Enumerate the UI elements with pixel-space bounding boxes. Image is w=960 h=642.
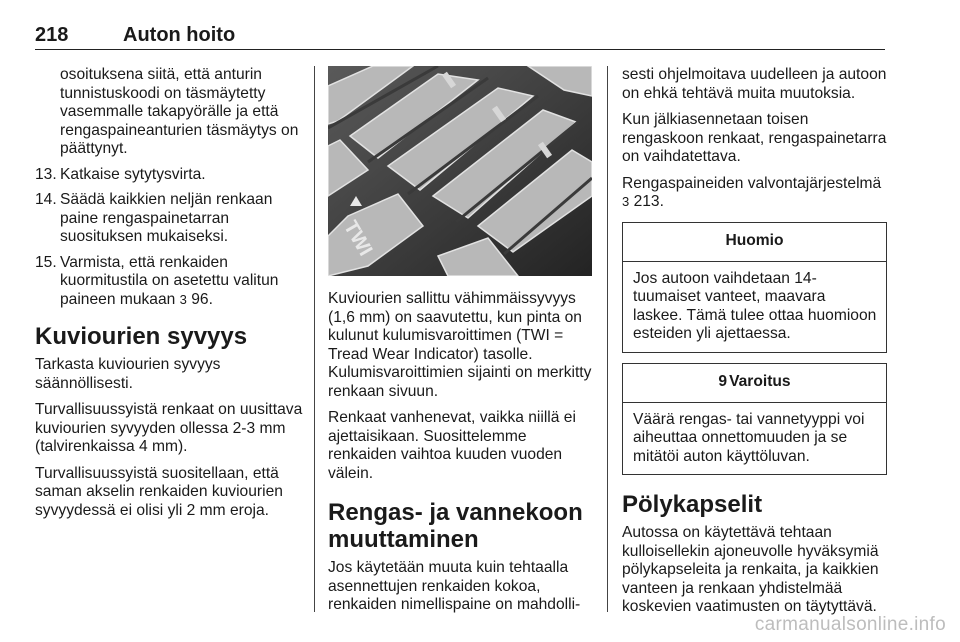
paragraph: sesti ohjelmoitava uudelleen ja autoon on ehkä tehtävä muita muutoksia. (622, 66, 887, 102)
paragraph: Turvallisuussyistä renkaat on uusittava kuviourien syvyyden ollessa 2-3 mm (talvirenkaissa 4 mm). (35, 401, 303, 455)
page-ref-link[interactable]: 213. (633, 193, 664, 210)
continued-step-text: osoituksena siitä, että anturin tunnistuskoodi on täsmäytetty vasemmalle takapyörälle ja että rengaspaineanturien täsmäytys on päättynyt. (60, 66, 299, 157)
twi-label: TWI (339, 217, 377, 260)
step-number: 13. (35, 165, 57, 183)
step-text: Säädä kaikkien neljän renkaan paine rengaspainetarran suosituksen mukaiseksi. (60, 191, 273, 245)
page-header (35, 22, 885, 50)
notice-text: Jos autoon vaihdetaan 14-tuumaiset vanteet, maavara laskee. Tämä tulee ottaa huomioon esteiden yli ajettaessa. (633, 269, 877, 342)
paragraph: Kuviourien sallittu vähimmäissyvyys (1,6 mm) on saavutettu, kun pinta on kulunut kulumisvaroittimen (TWI = Tread Wear Indicator) tasolle. Kulumisvaroittimien sijainti on merkitty renkaan sivuun. (328, 290, 592, 400)
header-rule (35, 49, 885, 50)
warning-icon: 9 (718, 373, 728, 391)
page-number: 218 (35, 24, 69, 46)
paragraph: Rengaspaineiden valvontajärjestelmä 3 213. (622, 174, 882, 210)
watermark: carmanualsonline.info (754, 614, 946, 635)
warning-title: 9 Varoitus (623, 364, 886, 403)
column-divider (607, 66, 608, 612)
step-text: Varmista, että renkaiden kuormitustila on asetettu valitun paineen mukaan 3 96. (60, 253, 279, 308)
step-text: Katkaise sytytysvirta. (60, 165, 206, 183)
paragraph: Kun jälkiasennetaan toisen rengaskoon renkaat, rengaspainetarra on vaihdatettava. (622, 111, 887, 165)
step-item (35, 254, 303, 310)
paragraph: Turvallisuussyistä suositellaan, että saman akselin renkaiden kuviourien syvyydessä ei olisi yli 2 mm eroja. (35, 464, 283, 519)
page-ref-link[interactable]: 96. (191, 290, 213, 308)
paragraph: Autossa on käytettävä tehtaan kulloisellekin ajoneuvolle hyväksymiä pölykapseleita ja renkaita, ja kaikkien vanteen ja renkaan yhdistelmää koskevien vaatimusten on täytyttävä. (622, 524, 879, 615)
column-2 (328, 66, 592, 623)
step-item (35, 166, 303, 185)
tire-tread-image (328, 66, 592, 276)
page-ref-arrow-icon: 3 (622, 194, 630, 209)
step-number: 14. (35, 191, 57, 208)
section-title: Auton hoito (123, 24, 236, 46)
heading-hubcaps: Pölykapselit (622, 491, 763, 518)
column-1 (35, 66, 303, 528)
heading-tread-depth: Kuviourien syvyys (35, 323, 248, 350)
notice-title: Huomio (623, 223, 886, 262)
paragraph: Renkaat vanhenevat, vaikka niillä ei ajettaisikaan. Suosittelemme renkaiden vaihtoa kuuden vuoden välein. (328, 409, 576, 482)
warning-text: Väärä rengas- tai vannetyyppi voi aiheuttaa onnettomuuden ja se mitätöi auton käyttöluvan. (633, 410, 865, 465)
column-3 (622, 66, 887, 625)
column-divider (314, 66, 315, 612)
step-list (35, 166, 303, 310)
step-number: 15. (35, 253, 57, 271)
step-item (35, 191, 303, 247)
paragraph: Tarkasta kuviourien syvyys säännöllisesti. (35, 356, 221, 392)
page-ref-arrow-icon: 3 (179, 291, 187, 307)
paragraph: Jos käytetään muuta kuin tehtaalla asennettujen renkaiden kokoa, renkaiden nimellispaine on mahdolli- (328, 559, 581, 613)
notice-box (622, 222, 887, 353)
warning-box (622, 363, 887, 476)
heading-tire-size-change: Rengas- ja vannekoon muuttaminen (328, 499, 583, 553)
